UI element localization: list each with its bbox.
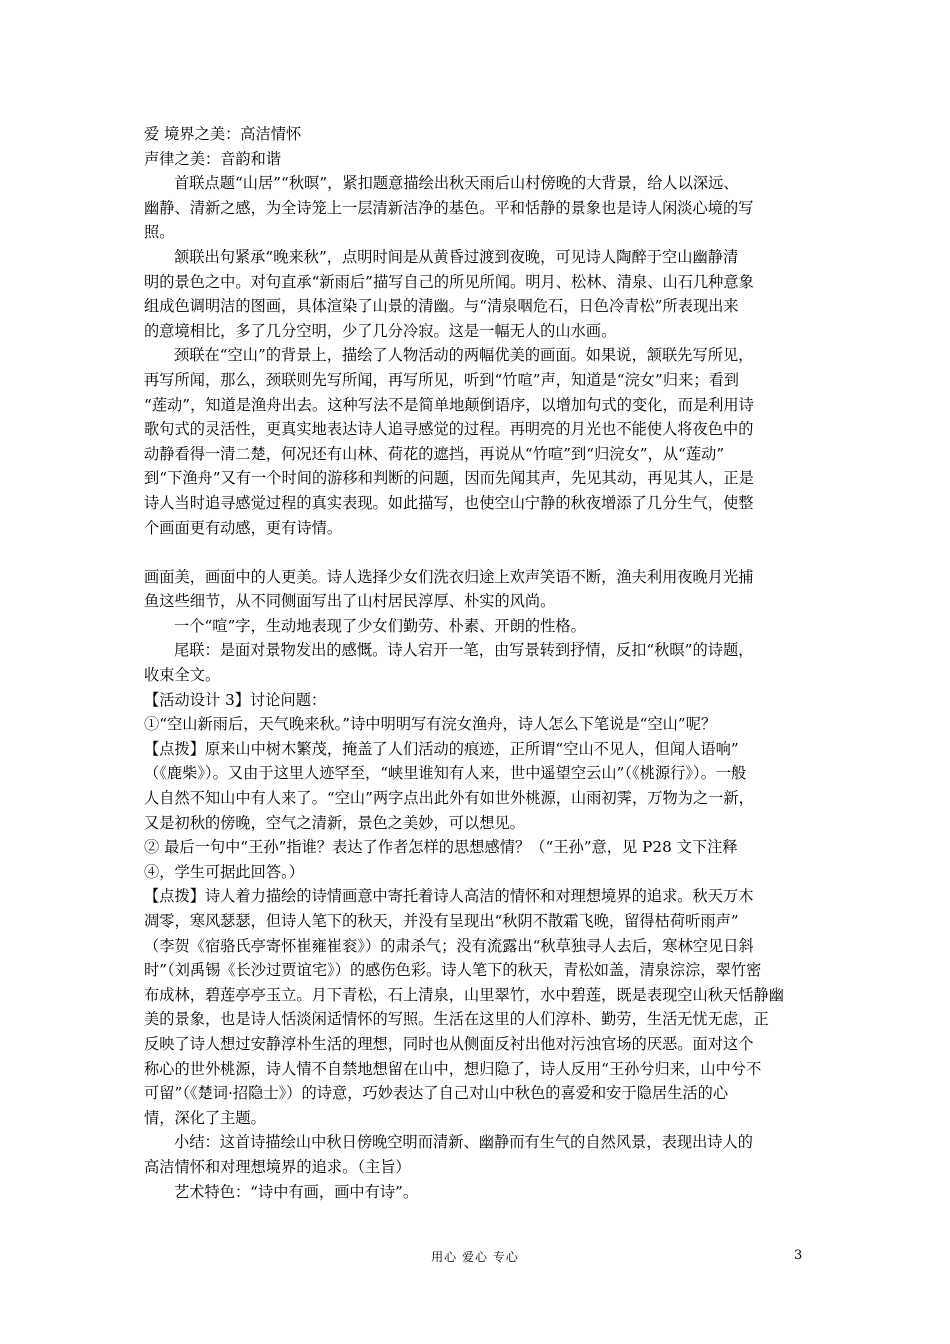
text-line: （李贺《宿骆氏亭寄怀崔雍崔衮》）的肃杀气；没有流露出“秋草独寻人去后，寒林空见日斜 <box>144 936 754 955</box>
text-line: 反映了诗人想过安静淳朴生活的理想，同时也从侧面反衬出他对污浊官场的厌恶。面对这个 <box>144 1034 754 1053</box>
text-line: 一个“喧”字，生动地表现了少女们勤劳、朴素、开朗的性格。 <box>174 616 586 635</box>
text-line: 鱼这些细节，从不同侧面写出了山村居民淳厚、朴实的风尚。 <box>144 592 556 611</box>
text-line: 歌句式的灵活性，更真实地表达诗人追寻感觉的过程。再明亮的月光也不能使人将夜色中的 <box>144 420 754 439</box>
text-line: 布成林，碧莲亭亭玉立。月下青松，石上清泉，山里翠竹，水中碧莲，既是表现空山秋天恬静幽 <box>144 985 784 1004</box>
text-line: 情，深化了主题。 <box>144 1108 266 1127</box>
text-line: 再写所闻，那么，颈联则先写所闻，再写所见，听到“竹喧”声，知道是“浣女”归来；看到 <box>144 370 740 389</box>
text-line: （《鹿柴》）。又由于这里人迹罕至，“峡里谁知有人来，世中遥望空云山”（《桃源行》）。一般 <box>144 764 747 783</box>
text-line: ④，学生可据此回答。） <box>144 862 305 881</box>
text-line: 诗人当时追寻感觉过程的真实表现。如此描写，也使空山宁静的秋夜增添了几分生气，使整 <box>144 493 754 512</box>
text-line: 到“下渔舟”又有一个时间的游移和判断的问题，因而先闻其声，先见其动，再见其人，正是 <box>144 469 754 488</box>
text-line: 小结：这首诗描绘山中秋日傍晚空明而清新、幽静而有生气的自然风景，表现出诗人的 <box>174 1133 754 1152</box>
text-line: 照。 <box>144 223 175 242</box>
text-line: 组成色调明洁的图画，具体渲染了山景的清幽。与“清泉咽危石，日色冷青松”所表现出来 <box>144 297 739 316</box>
text-line: 尾联：是面对景物发出的感慨。诗人宕开一笔，由写景转到抒情，反扣“秋暝”的诗题， <box>174 641 754 660</box>
paragraph-gap <box>144 540 810 565</box>
text-line: 美的景象，也是诗人恬淡闲适情怀的写照。生活在这里的人们淳朴、勤劳，生活无忧无虑，正 <box>144 1010 769 1029</box>
text-line: 个画面更有动感，更有诗情。 <box>144 518 343 537</box>
text-line: ①“空山新雨后，天气晚来秋。”诗中明明写有浣女渔舟，诗人怎么下笔说是“空山”呢？ <box>144 715 717 734</box>
text-line: 颔联出句紧承“晚来秋”，点明时间是从黄昏过渡到夜晚，可见诗人陶醉于空山幽静清 <box>174 247 739 266</box>
text-line: 凋零，寒风瑟瑟，但诗人笔下的秋天，并没有呈现出“秋阴不散霜飞晚，留得枯荷听雨声” <box>144 912 739 930</box>
text-line: 明的景色之中。对句直承“新雨后”描写自己的所见所闻。明月、松林、清泉、山石几种意象 <box>144 272 754 291</box>
text-line: 首联点题“山居”“秋暝”，紧扣题意描绘出秋天雨后山村傍晚的大背景，给人以深远、 <box>174 174 739 193</box>
page-number: 3 <box>794 1248 803 1263</box>
text-line: ② 最后一句中“王孙”指谁？表达了作者怎样的思想感情？（“王孙”意，见 P28 文下注释 <box>144 838 738 857</box>
text-line: 【点拨】诗人着力描绘的诗情画意中寄托着诗人高洁的情怀和对理想境界的追求。秋天万木 <box>144 887 754 906</box>
text-line: 声律之美：音韵和谐 <box>144 149 282 168</box>
text-line: 幽静、清新之感，为全诗笼上一层清新洁净的基色。平和恬静的景象也是诗人闲淡心境的写 <box>144 198 754 217</box>
text-line: 时”（刘禹锡《长沙过贾谊宅》）的感伤色彩。诗人笔下的秋天，青松如盖，清泉淙淙，翠竹密 <box>144 961 762 980</box>
text-line: 画面美，画面中的人更美。诗人选择少女们洗衣归途上欢声笑语不断，渔夫利用夜晚月光捕 <box>144 567 754 586</box>
text-line: 高洁情怀和对理想境界的追求。（主旨） <box>144 1157 411 1176</box>
text-line: 动静看得一清二楚，何况还有山林、荷花的遮挡，再说从“竹喧”到“归浣女”，从“莲动” <box>144 444 725 463</box>
text-line: 【点拨】原来山中树木繁茂，掩盖了人们活动的痕迹，正所谓“空山不见人，但闻人语响” <box>144 739 739 758</box>
text-line: 艺术特色：“诗中有画，画中有诗”。 <box>174 1182 419 1201</box>
text-line: 收束全文。 <box>144 666 221 685</box>
text-line: 人自然不知山中有人来了。“空山”两字点出此外有如世外桃源，山雨初霁，万物为之一新， <box>144 789 754 808</box>
text-line: 又是初秋的傍晚，空气之清新，景色之美妙，可以想见。 <box>144 813 525 832</box>
text-line: 颈联在“空山”的背景上，描绘了人物活动的两幅优美的画面。如果说，颔联先写所见， <box>174 346 754 365</box>
text-line: 可留”（《楚词·招隐士》）的诗意，巧妙表达了自己对山中秋色的喜爱和安于隐居生活的心 <box>144 1084 729 1103</box>
document-body <box>144 122 810 1204</box>
text-line: 【活动设计 3】讨论问题： <box>144 690 327 709</box>
footer-motto: 用心 爱心 专心 <box>431 1250 519 1264</box>
text-line: 爱 境界之美：高洁情怀 <box>144 125 302 143</box>
text-line: 的意境相比，多了几分空明，少了几分冷寂。这是一幅无人的山水画。 <box>144 321 617 340</box>
text-line: “莲动”，知道是渔舟出去。这种写法不是简单地颠倒语序，以增加句式的变化，而是利用诗 <box>144 395 754 414</box>
text-line: 称心的世外桃源，诗人情不自禁地想留在山中，想归隐了，诗人反用“王孙兮归来，山中兮不 <box>144 1059 762 1078</box>
